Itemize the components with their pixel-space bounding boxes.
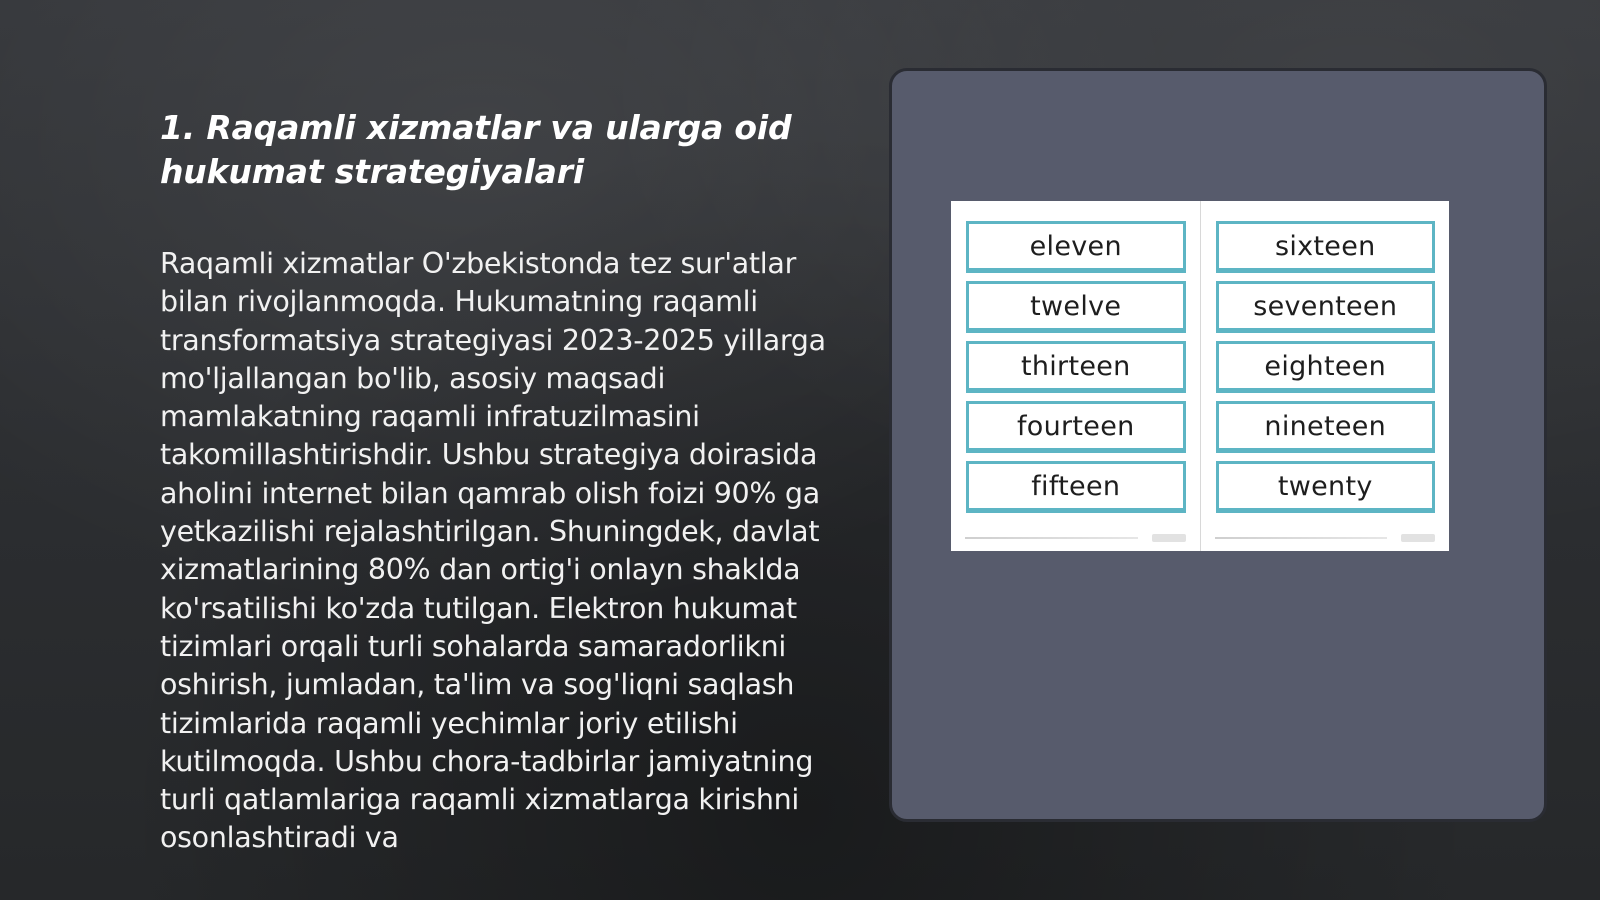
word-card — [966, 341, 1186, 393]
worksheet-page-right — [1200, 201, 1450, 551]
word-card-label: seventeen — [1253, 290, 1398, 322]
word-card-label: thirteen — [1020, 350, 1131, 382]
slide-body-text: Raqamli xizmatlar O'zbekistonda tez sur'atlar bilan rivojlanmoqda. Hukumatning raqamli transformatsiya strategiyasi 2023-2025 yillarga mo'ljallangan bo'lib, asosiy maqsadi mamlakatning raqamli infratuzilmasini takomillashtirishdir. Ushbu strategiya doirasida aholini internet bilan qamrab olish foizi 90% ga yetkazilishi rejalashtirilgan. Shuningdek, davlat xizmatlarining 80% dan ortig'i onlayn shaklda ko'rsatilishi ko'zda tutilgan. Elektron hukumat tizimlari orqali turli sohalarda samaradorlikni oshirish, jumladan, ta'lim va sog'liqni saqlash tizimlarida raqamli yechimlar joriy etilishi kutilmoqda. Ushbu chora-tadbirlar jamiyatning turli qatlamlariga raqamli xizmatlarga kirishni osonlashtiradi va — [160, 247, 826, 855]
worksheet-footer — [965, 533, 1186, 543]
footer-line — [1215, 537, 1388, 539]
word-card-label: twelve — [1030, 290, 1122, 322]
worksheet-footer — [1215, 533, 1436, 543]
word-card-label: fifteen — [1031, 470, 1121, 502]
word-card-label: eighteen — [1264, 350, 1387, 382]
word-card — [966, 461, 1186, 513]
word-card-label: nineteen — [1264, 410, 1387, 442]
word-card-label: eleven — [1029, 230, 1122, 262]
worksheet-page-left — [951, 201, 1200, 551]
word-card — [966, 401, 1186, 453]
word-card — [1216, 401, 1436, 453]
word-card — [966, 221, 1186, 273]
word-card-label: sixteen — [1274, 230, 1376, 262]
word-card — [1216, 221, 1436, 273]
footer-line — [965, 537, 1138, 539]
footer-logo-mark — [1401, 534, 1435, 542]
word-card — [966, 281, 1186, 333]
word-card-label: twenty — [1277, 470, 1373, 502]
footer-logo-mark — [1152, 534, 1186, 542]
slide-title: 1. Raqamli xizmatlar va ularga oid hukumat strategiyalari — [160, 108, 792, 191]
word-card-label: fourteen — [1016, 410, 1135, 442]
number-words-worksheet-image — [951, 201, 1449, 551]
word-card — [1216, 341, 1436, 393]
word-card — [1216, 281, 1436, 333]
word-card — [1216, 461, 1436, 513]
